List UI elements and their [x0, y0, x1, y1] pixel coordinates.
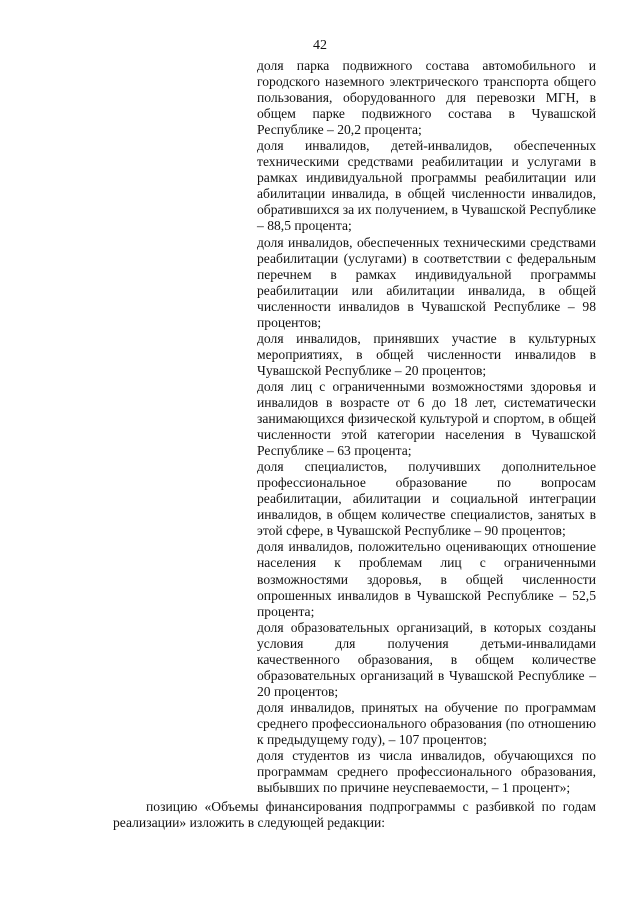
indicator-item: доля парка подвижного состава автомобильного и городского наземного электрического транспорта общего пользования, оборудованного для перевозки МГН, в общем парке подвижного состава в Чувашской Республике – 20,2 процента; — [257, 58, 596, 138]
indicator-item: доля лиц с ограниченными возможностями здоровья и инвалидов в возрасте от 6 до 18 лет, систематически занимающихся физической культурой и спортом, в общей численности этой категории населения в Чувашской Республике – 63 процента; — [257, 378, 596, 459]
indicator-item: доля студентов из числа инвалидов, обучающихся по программам среднего профессионального образования, выбывших по причине неуспеваемости, – 1 процент»; — [257, 748, 596, 796]
indicator-item: доля инвалидов, положительно оценивающих отношение населения к проблемам лиц с ограниченными возможностями здоровья, в общей численности опрошенных инвалидов в Чувашской Республике – 52,5 процента; — [257, 539, 596, 619]
indicator-item: доля инвалидов, принявших участие в культурных мероприятиях, в общей численности инвалидов в Чувашской Республике – 20 процентов; — [257, 330, 596, 378]
page-number: 42 — [313, 38, 327, 53]
indicator-item: доля инвалидов, обеспеченных техническими средствами реабилитации (услугами) в соответствии с федеральным перечнем в рамках индивидуальной программы реабилитации или абилитации инвалида, в общей численности инвалидов в Чувашской Республике – 98 процентов; — [257, 234, 596, 330]
indicator-item: доля образовательных организаций, в которых созданы условия для получения детьми-инвалидами качественного образования, в общем количестве образовательных организаций в Чувашской Республике – 20 процентов; — [257, 619, 596, 699]
closing-paragraph: позицию «Объемы финансирования подпрограммы с разбивкой по годам реализации» изложить в следующей редакции: — [113, 799, 596, 831]
indicator-list — [257, 58, 596, 796]
closing-section — [113, 799, 596, 832]
indicator-item: доля инвалидов, принятых на обучение по программам среднего профессионального образования (по отношению к предыдущему году), – 107 процентов; — [257, 699, 596, 747]
indicator-item: доля инвалидов, детей-инвалидов, обеспеченных техническими средствами реабилитации и услугами в рамках индивидуальной программы реабилитации или абилитации инвалида, в общей численности инвалидов, обратившихся за их получением, в Чувашской Республике – 88,5 процента; — [257, 138, 596, 234]
indicator-item: доля специалистов, получивших дополнительное профессиональное образование по вопросам реабилитации, абилитации и социальной интеграции инвалидов, в общем количестве специалистов, занятых в этой сфере, в Чувашской Республике – 90 процентов; — [257, 459, 596, 539]
